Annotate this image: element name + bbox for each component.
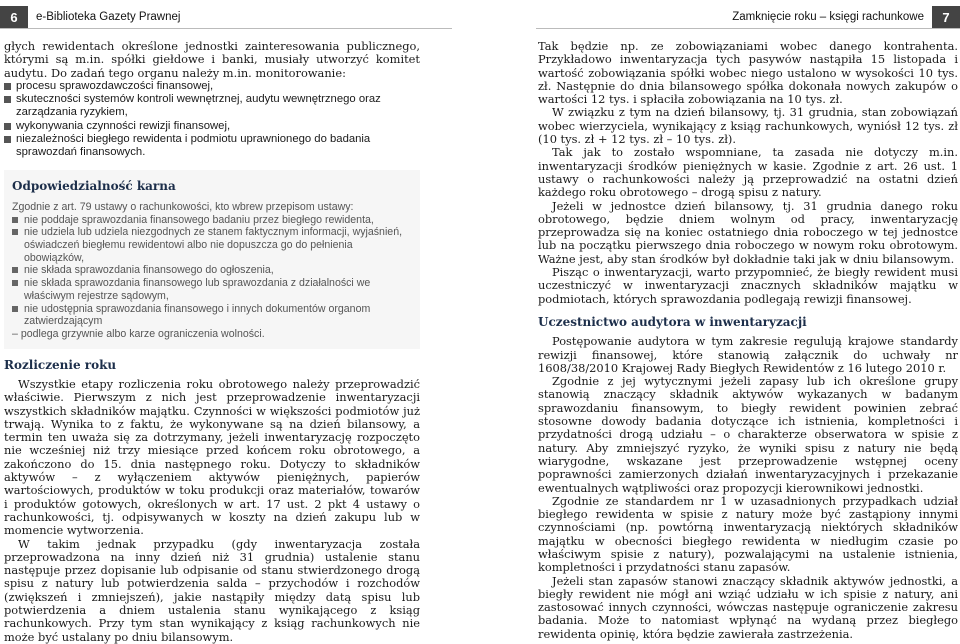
left-column (4, 40, 420, 644)
body-paragraph: Wszystkie etapy rozliczenia roku obrotowego należy przeprowadzić właściwie. Pierwszym z nich jest przeprowadzenie inwentaryzacji wszystkich składników majątku. Czynności w większości podmiotów już trwają. Wynika to z faktu, że wykonywane są na dzień bilansowy, a termin ten uważa się za dotrzymany, jeżeli inwentaryzację rozpoczęto nie wcześniej niż trzy miesiące przed końcem roku obrotowego, a zakończono do 15. dnia następnego roku. Dotyczy to składników aktywów – z wyłączeniem aktywów pieniężnych, papierów wartościowych, produktów w toku produkcji oraz materiałów, towarów i produktów gotowych, określonych w art. 17 ust. 2 pkt 4 ustawy o rachunkowości, tj. odpisywanych w koszty na dzień zakupu lub w momencie wytworzenia. (4, 377, 420, 538)
bullet-square-icon (12, 306, 18, 312)
right-page-header (724, 6, 960, 28)
body-paragraph: W takim jednak przypadku (gdy inwentaryzacja została przeprowadzona na inny dzień niż 31 grudnia) ustalenie stanu następuje przez dopisanie lub odpisanie od stanu stwierdzonego drogą spisu z natury lub potwierdzenia salda – przychodów i rozchodów (zwiększeń i zmniejszeń), jakie nastąpiły między datą spisu lub potwierdzenia a dniem ustalenia stanu wynikającego z ksiąg rachunkowych. Przy tym stan wynikający z ksiąg rachunkowych nie może być ustalany po dniu bilansowym. (4, 536, 420, 644)
body-paragraph: Jeżeli stan zapasów stanowi znaczący składnik aktywów jednostki, a biegły rewident nie mógł ani wziąć udziału w ich spisie z natury, ani zastosować innych czynności, wówczas następuje ograniczenie zakresu badania. Może to natomiast wpłynąć na wydaną przez biegłego rewidenta opinię, która będzie zawierała zastrzeżenia. (538, 573, 958, 641)
right-running-title: Zamknięcie roku – księgi rachunkowe (732, 11, 924, 23)
bullet-square-icon (12, 267, 18, 273)
left-page-header (0, 6, 188, 28)
bullet-square-icon (12, 217, 18, 223)
list-item: nie składa sprawozdania finansowego do ogłoszenia, (12, 264, 412, 277)
body-paragraph: Jeżeli w jednostce dzień bilansowy, tj. 31 grudnia danego roku obrotowego, będzie dniem wolnym od pracy, inwentaryzację przeprowadza się na koniec ostatniego dnia roboczego w tej jednostce lub na początku pierwszego dnia roboczego w nowym roku obrotowym. Ważne jest, aby stan środków był dokładnie taki jak w dniu bilansowym. (538, 198, 958, 266)
bullet-square-icon (4, 136, 11, 143)
box-intro: Zgodnie z art. 79 ustawy o rachunkowości, kto wbrew przepisom ustawy: (12, 200, 354, 213)
body-paragraph: W związku z tym na dzień bilansowy, tj. 31 grudnia, stan zobowiązań wobec wierzyciela, wynikający z ksiąg rachunkowych, wyniósł 12 tys. zł (10 tys. zł + 12 tys. zł – 10 tys. zł). (538, 105, 958, 147)
section-title-settlement: Rozliczenie roku (4, 357, 117, 372)
body-paragraph: Zgodnie ze standardem nr 1 w uzasadnionych przypadkach udział biegłego rewidenta w spisie z natury może być zastąpiony innymi czynnościami (np. powtórną inwentaryzacją niektórych składników majątku w obecności biegłego rewidenta w niedługim czasie po właściwym spisie z natury), pozwalającymi na ustalenie istnienia, kompletności i przydatności stanu zapasów. (538, 493, 958, 575)
list-item: wykonywania czynności rewizji finansowej, (4, 120, 420, 133)
left-running-title: e-Biblioteka Gazety Prawnej (36, 11, 181, 23)
left-page-number: 6 (0, 6, 28, 28)
box-list (12, 214, 412, 328)
body-paragraph: Zgodnie z jej wytycznymi jeżeli zapasy lub ich określone grupy stanowią znaczący składnik aktywów wykazanych w badanym sprawozdaniu finansowym, to biegły rewident powinien zebrać stosowne dowody badania dotyczące ich istnienia, kompletności i przydatności drogą udziału – o charakterze obserwatora w spisie z natury. Aby zmniejszyć ryzyko, że wyniki spisu z natury nie będą wiarygodne, wskazane jest przeprowadzenie wstępnej oceny poprawności zamierzonych działań inwentaryzacyjnych i przekazanie ewentualnych wątpliwości oraz propozycji kierownikowi jednostki. (538, 374, 958, 495)
list-item: skuteczności systemów kontroli wewnętrznej, audytu wewnętrznego oraz zarządzania ryzykiem, (4, 93, 420, 120)
bullet-square-icon (4, 96, 11, 103)
bullet-square-icon (12, 280, 18, 286)
right-header-rule (536, 28, 960, 29)
monitoring-list (4, 80, 420, 160)
body-paragraph: Tak będzie np. ze zobowiązaniami wobec danego kontrahenta. Przykładowo inwentaryzacja tych pasywów nastąpiła 15 listopada i wartość zobowiązania spółki wobec niego ustalono w wysokości 10 tys. zł. Następnie do dnia bilansowego spółka dokonała nowych zakupów o wartości 12 tys. i spłaciła zobowiązania na 10 tys. zł. (538, 39, 958, 107)
bullet-square-icon (4, 123, 11, 130)
box-penalty: – podlega grzywnie albo karze ograniczenia wolności. (12, 328, 265, 340)
list-item: nie udziela lub udziela niezgodnych ze stanem faktycznym informacji, wyjaśnień, oświadczeń biegłemu rewidentowi albo nie dopuszcza go do pełnienia obowiązków, (12, 226, 412, 264)
list-item: nie składa sprawozdania finansowego lub sprawozdania z działalności we właściwym rejestrze sądowym, (12, 277, 412, 302)
section-title-auditor: Uczestnictwo audytora w inwentaryzacji (538, 314, 807, 329)
list-item: niezależności biegłego rewidenta i podmiotu uprawnionego do badania sprawozdań finansowych. (4, 133, 420, 160)
list-item: nie udostępnia sprawozdania finansowego i innych dokumentów organom zatwierdzającym (12, 303, 412, 328)
bullet-square-icon (12, 229, 18, 235)
left-header-rule (0, 28, 452, 29)
box-title: Odpowiedzialność karna (12, 178, 176, 193)
bullet-square-icon (4, 83, 11, 90)
body-paragraph: Pisząc o inwentaryzacji, warto przypomnieć, że biegły rewident musi uczestniczyć w inwentaryzacji znacznych składników majątku w podmiotach, których sprawozdania podlegają rewizji finansowej. (538, 265, 958, 306)
right-column (538, 40, 958, 641)
right-page-number: 7 (932, 6, 960, 28)
list-item: procesu sprawozdawczości finansowej, (4, 80, 420, 93)
body-paragraph: Postępowanie audytora w tym zakresie regulują krajowe standardy rewizji finansowej, które stanowią załącznik do uchwały nr 1608/38/2010 Krajowej Rady Biegłych Rewidentów z 16 lutego 2010 r. (538, 334, 958, 375)
left-intro-paragraph: głych rewidentach określone jednostki zainteresowania publicznego, którymi są m.in. spółki giełdowe i banki, musiały utworzyć komitet audytu. Do zadań tego organu należy m.in. monitorowanie: (4, 39, 420, 80)
list-item: nie poddaje sprawozdania finansowego badaniu przez biegłego rewidenta, (12, 214, 412, 227)
body-paragraph: Tak jak to zostało wspomniane, ta zasada nie dotyczy m.in. inwentaryzacji środków pieniężnych w kasie. Zgodnie z art. 26 ust. 1 ustawy o rachunkowości należy ją przeprowadzić na ostatni dzień każdego roku obrotowego – drogą spisu z natury. (538, 145, 958, 200)
criminal-liability-box (4, 170, 420, 349)
